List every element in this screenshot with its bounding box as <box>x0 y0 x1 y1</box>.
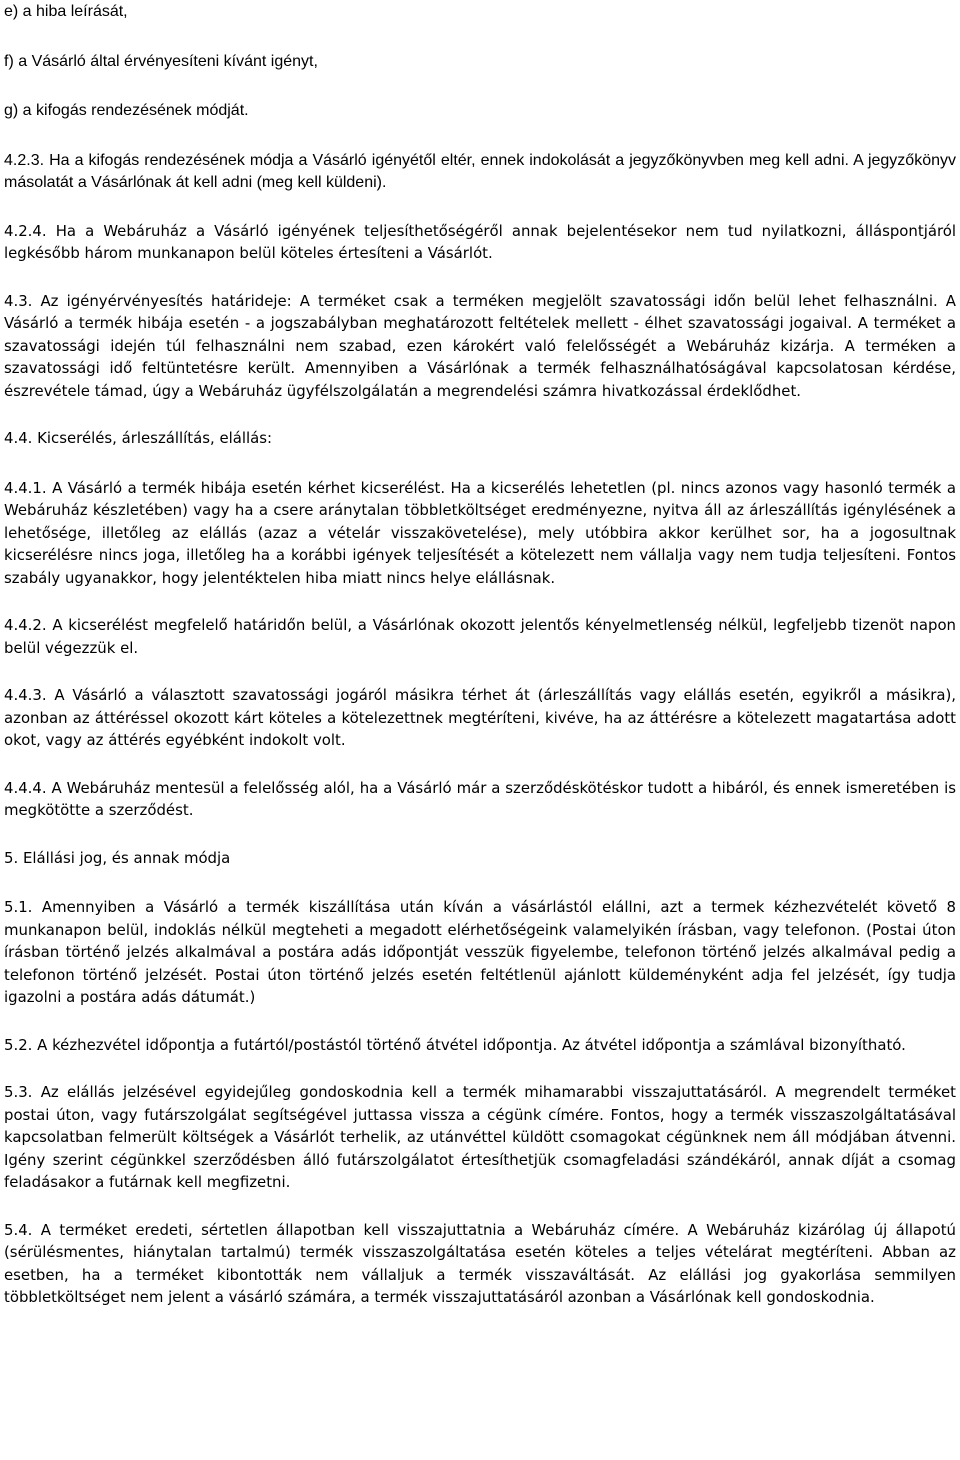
list-item-f: f) a Vásárló által érvényesíteni kívánt igényt, <box>4 52 318 70</box>
document-page <box>4 0 956 1309</box>
paragraph-4-4-3: 4.4.3. A Vásárló a választott szavatossági jogáról másikra térhet át (árleszállítás vagy elállás esetén, egyikről a másikra), azonban az áttéréssel okozott kárt köteles a kötelezettnek megtéríteni, kivéve, ha az áttérésre a kötelezett magatartása adott okot, vagy az áttérés egyébként indokolt volt. <box>4 686 956 749</box>
section-heading-4-4: 4.4. Kicserélés, árleszállítás, elállás: <box>4 429 273 447</box>
paragraph-4-4-2: 4.4.2. A kicserélést megfelelő határidőn belül, a Vásárlónak okozott jelentős kényelmetlenség nélkül, legfeljebb tizenöt napon belül végezzük el. <box>4 616 956 657</box>
paragraph-5-2: 5.2. A kézhezvétel időpontja a futártól/postástól történő átvétel időpontja. Az átvétel időpontja a számlával bizonyítható. <box>4 1035 906 1054</box>
paragraph-4-4-1: 4.4.1. A Vásárló a termék hibája esetén kérhet kicserélést. Ha a kicserélés lehetetlen (pl. nincs azonos vagy hasonló termék a Webáruház készletében) vagy ha a csere aránytalan többletköltséget eredményezne, nyitva áll az árleszállítás igénylésének a lehetősége, illetőleg az elállás (azaz a vételár visszakövetelése), mely utóbbira akkor kerülhet sor, ha a jogosultnak kicserélésre nincs joga, illetőleg ha a korábbi igények teljesítését a kötelezett nem vállalja vagy nem tudja teljesíteni. Fontos szabály ugyanakkor, hogy jelentéktelen hiba miatt nincs helye elállásnak. <box>4 478 956 587</box>
paragraph-4-2-3: 4.2.3. Ha a kifogás rendezésének módja a Vásárló igényétől eltér, ennek indokolását a jegyzőkönyvben meg kell adni. A jegyzőkönyv másolatát a Vásárlónak át kell adni (meg kell küldeni). <box>4 151 956 191</box>
section-heading-5: 5. Elállási jog, és annak módja <box>4 848 231 867</box>
paragraph-4-4-4: 4.4.4. A Webáruház mentesül a felelősség alól, ha a Vásárló már a szerződéskötéskor tudott a hibáról, és ennek ismeretében is megkötötte a szerződést. <box>4 778 956 819</box>
list-item-g: g) a kifogás rendezésének módját. <box>4 102 249 119</box>
paragraph-4-2-4: 4.2.4. Ha a Webáruház a Vásárló igényének teljesíthetőségéről annak bejelentésekor nem tud nyilatkozni, álláspontjáról legkésőbb három munkanapon belül köteles értesíteni a Vásárlót. <box>4 221 956 262</box>
paragraph-5-1: 5.1. Amennyiben a Vásárló a termék kiszállítása után kíván a vásárlástól elállni, azt a termek kézhezvételét követő 8 munkanapon belül, indoklás nélkül megteheti a megadott elérhetőségeink valamelyikén írásban, vagy telefonon. (Postai úton írásban történő jelzés alkalmával a postára adás időpontját vesszük figyelembe, telefonon történő jelzés alkalmával pedig a telefonon történő jelzését. Postai úton történő jelzés esetén feltétlenül ajánlott küldeményként adja fel jelzését, így tudja igazolni a postára adás dátumát.) <box>4 898 956 1006</box>
paragraph-4-3: 4.3. Az igényérvényesítés határideje: A terméket csak a terméken megjelölt szavatossági időn belül lehet felhasználni. A Vásárló a termék hibája esetén - a jogszabályban meghatározott feltételek mellett - élhet szavatossági jogaival. A terméket a szavatossági idején túl felhasználni nem szabad, ezen károkért való felelősségét a Webáruház kizárja. A terméken a szavatossági idő feltüntetésre került. Amennyiben a Vásárlónak a termék felhasználhatóságával kapcsolatosan kérdése, észrevétele támad, úgy a Webáruház ügyfélszolgálatán a megrendelési számra hivatkozással érdeklődhet. <box>4 291 956 400</box>
paragraph-5-3: 5.3. Az elállás jelzésével egyidejűleg gondoskodnia kell a termék mihamarabbi visszajuttatásáról. A megrendelt terméket postai úton, vagy futárszolgálat segítségével juttassa vissza a cégünk címére. Fontos, hogy a termék visszaszolgáltatásával kapcsolatban felmerült költségek a Vásárlót terhelik, az utánvéttel küldött csomagokat cégünknek nem áll módjában átvenni. Igény szerint cégünkkel szerződésben álló futárszolgálatot értesíthetjük csomagfeladási szándékáról, annak díját a csomag feladásakor a futárnak kell megfizetni. <box>4 1083 956 1191</box>
list-item-e: e) a hiba leírását, <box>4 3 128 20</box>
paragraph-5-4: 5.4. A terméket eredeti, sértetlen állapotban kell visszajuttatnia a Webáruház címére. A Webáruház kizárólag új állapotú (sérülésmentes, hiánytalan tartalmú) termék visszaszolgáltatása esetén köteles a teljes vételárat megtéríteni. Abban az esetben, ha a terméket kibontották nem vállaljuk a termék visszaváltását. Az elállási jog gyakorlása semmilyen többletköltséget nem jelent a vásárló számára, a termék visszajuttatásáról azonban a Vásárlónak kell gondoskodnia. <box>4 1220 956 1306</box>
